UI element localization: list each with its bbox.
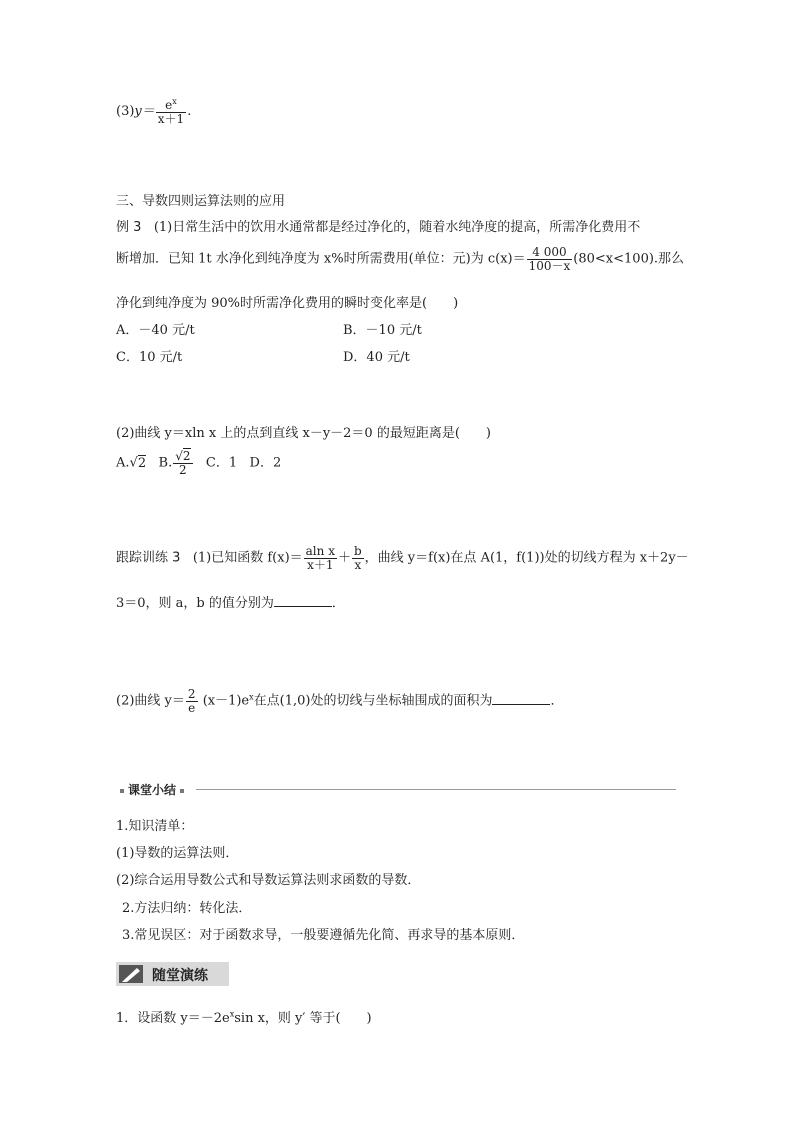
option-c: C．10 元/t: [116, 350, 183, 365]
option-b: B．－10 元/t: [343, 323, 422, 338]
summary-divider: [196, 789, 676, 790]
summary-header: 课堂小结: [116, 781, 188, 798]
answer-blank: [274, 594, 332, 607]
pencil-icon: [119, 965, 143, 983]
summary-item1a: (1)导数的运算法则．: [116, 846, 239, 861]
f-fraction-2: $\frac{b}{x}$: [353, 544, 362, 572]
example3-line1: 例 3 (1)日常生活中的饮用水通常都是经过净化的，随着水纯净度的提高，所需净化费用不: [116, 220, 641, 235]
cost-fraction: $\frac{4 000}{100-x}$: [528, 245, 571, 273]
summary-item2: 2.方法归纳：转化法．: [122, 901, 252, 916]
training3-line1: 跟踪训练 3 (1)已知函数 f(x)＝ $\frac{\text{aln x}}{x+1}$ ＋ $\frac{b}{x}$ ，曲线 y＝f(x)在点 A(1，f(1))处的切线方程为 x＋2y－: [116, 544, 689, 572]
example3-part2: (2)曲线 y＝xln x 上的点到直线 x－y－2＝0 的最短距离是( ): [116, 426, 491, 441]
training3-label: 跟踪训练 3: [116, 550, 181, 566]
summary-item1b: (2)综合运用导数公式和导数运算法则求函数的导数．: [116, 873, 421, 888]
prev-label: (3): [116, 104, 135, 120]
sqrt-fraction: $\frac{√2}{2}$: [175, 449, 191, 477]
example3-line3: 净化到纯净度为 90%时所需净化费用的瞬时变化率是( ): [116, 296, 459, 311]
summary-item1: 1.知识清单：: [116, 819, 194, 834]
sqrt-icon: √: [129, 455, 138, 471]
practice-title: 随堂演练: [152, 968, 208, 984]
answer-blank: [492, 692, 550, 705]
training3-line2: 3＝0，则 a，b 的值分别为 ．: [116, 596, 345, 611]
training3-part2: (2)曲线 y＝ $\frac{2}{e}$ $(x-1)e^x$在点(1,0)处的切线与坐标轴围成的面积为 ．: [116, 687, 564, 715]
prev-item: (3)y＝ $\frac{e^x}{x+1}$ .: [116, 97, 192, 126]
coef-fraction: $\frac{2}{e}$: [187, 687, 196, 715]
example3-line2: 断增加．已知 1t 水净化到纯净度为 x%时所需费用(单位：元)为 c(x)＝ $\frac{4 000}{100-x}$ (80<x<100).那么: [116, 245, 685, 273]
section-title: 三、导数四则运算法则的应用: [116, 194, 286, 209]
bullet-square-icon: [180, 789, 184, 793]
option-a: A．－40 元/t: [116, 323, 195, 338]
prev-fraction: $\frac{e^x}{x+1}$: [157, 97, 185, 126]
option-d: D．40 元/t: [343, 350, 410, 365]
practice-banner: [116, 962, 229, 986]
prev-y: y＝: [134, 104, 155, 120]
sqrt-icon: √: [175, 449, 183, 463]
example3-label: 例 3: [116, 220, 142, 235]
bullet-square-icon: [120, 789, 124, 793]
practice-q1: 1．设函数 $y=-2e^x\sin$ x，则 y′ 等于( ): [116, 1009, 372, 1026]
f-fraction-1: $\frac{\text{aln x}}{x+1}$: [305, 544, 335, 572]
summary-item3: 3.常见误区：对于函数求导，一般要遵循先化简、再求导的基本原则．: [122, 928, 525, 943]
example3-part2-options: A.√2 B. $\frac{√2}{2}$ C．1 D．2: [116, 449, 282, 477]
